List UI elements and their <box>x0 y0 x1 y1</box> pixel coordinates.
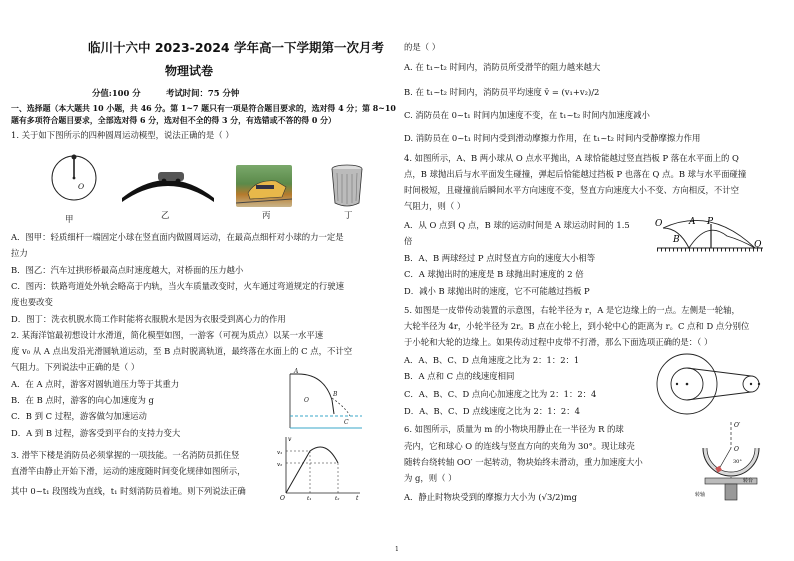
q1-caption-yi: 乙 <box>161 210 170 220</box>
q4-label-q: Q <box>754 240 762 250</box>
q2-figure <box>284 366 364 432</box>
section-heading-1: 一、选择题（本大题共 10 小题，共 46 分。第 1~7 题只有一项是符合题目要求的，选对得 4 分；第 8~10 <box>11 104 396 113</box>
q1-option-b: B．图乙：汽车过拱形桥最高点时速度越大，对桥面的压力越小 <box>11 265 244 275</box>
q5-option-b: B．A 点和 C 点的线速度相同 <box>404 371 515 381</box>
q4-label-o: O <box>655 219 663 229</box>
q5-option-c: C．A、B、C、D 点向心加速度之比为 2：1：2：4 <box>404 389 597 399</box>
q6-stem-line2: 壳内，它和球心 O 的连线与竖直方向的夹角为 30°。现让球壳 <box>404 441 635 451</box>
q3-stem-line1: 3. 滑竿下楼是消防员必须掌握的一项技能。一名消防员抓住竖 <box>11 450 240 460</box>
q2-option-c: C．B 到 C 过程，游客做匀加速运动 <box>11 411 147 421</box>
q4-label-a: A <box>689 217 696 227</box>
q1-caption-ding: 丁 <box>344 210 353 220</box>
q2-fig-label-c: C <box>344 419 349 426</box>
q6-bowl-figure <box>695 418 773 508</box>
q3-stem-line3: 其中 0~t₁ 段图线为直线，t₁ 时刻消防员着地。则下列说法正确 <box>11 486 246 496</box>
q5-option-d: D．A、B、C、D 点线速度之比为 2：1：2：4 <box>404 406 580 416</box>
q2-option-a: A．在 A 点时，游客对圆轨道压力等于其重力 <box>11 379 180 389</box>
q1-option-c-line1: C．图丙：铁路弯道处外轨会略高于内轨，当火车质量改变时，火车通过弯道规定的行驶速 <box>11 281 345 291</box>
q1-caption-jia: 甲 <box>65 214 74 224</box>
section-heading-2: 题有多项符合题目要求，全部选对得 6 分，选对但不全的得 3 分，有选错或不答的得 0 分） <box>11 116 336 125</box>
q4-option-d: D．减小 B 球抛出时的速度，它不可能越过挡板 P <box>404 286 590 296</box>
q1-figure-ding <box>330 163 364 209</box>
q5-stem-line2: 大轮半径为 4r，小轮半径为 2r。B 点在小轮上，到小轮中心的距离为 r。C 点和 D 点分别位 <box>404 321 750 331</box>
q2-fig-label-a: A <box>294 368 299 375</box>
q4-option-a-line1: A．从 O 点到 Q 点，B 球的运动时间是 A 球运动时间的 1.5 <box>404 220 630 230</box>
q3-vt-graph <box>276 433 364 501</box>
q1-figure-bing-photo <box>236 165 292 207</box>
q2-option-d: D．A 到 B 过程，游客受到平台的支持力变大 <box>11 428 181 438</box>
q6-label-turntable: 转台 <box>743 478 754 484</box>
q4-stem-line4: 气阻力，则（ ） <box>404 201 466 211</box>
q2-fig-label-b: B <box>333 391 338 398</box>
q5-stem-line3: 于小轮和大轮的边缘上。如果传动过程中皮带不打滑，那么下面选项正确的是：（ ） <box>404 337 713 347</box>
q6-stem-line4: 为 g，则（ ） <box>404 473 457 483</box>
q4-stem-line2: 点，B 球抛出后与水平面发生碰撞，弹起后恰能越过挡板 P 也落在 Q 点。B 球与水平面碰撞 <box>404 169 747 179</box>
q4-figure <box>655 212 765 262</box>
q6-option-a: A．静止时物块受到的摩擦力大小为 (√3/2)mg <box>404 492 577 502</box>
q1-figure-yi <box>118 168 218 208</box>
q4-option-c: C．A 球抛出时的速度是 B 球抛出时速度的 2 倍 <box>404 269 584 279</box>
score-info: 分值:100 分 <box>92 88 141 98</box>
q3-label-origin: O <box>280 495 285 501</box>
q6-label-axis: 转轴 <box>695 492 706 498</box>
q3-axis-v: v <box>288 436 292 443</box>
q6-label-angle: 30° <box>733 459 742 465</box>
q1-caption-bing: 丙 <box>262 210 271 220</box>
q6-label-o-prime: O′ <box>734 422 741 429</box>
q3-option-c: C. 消防员在 0~t₁ 时间内加速度不变，在 t₁~t₂ 时间内加速度减小 <box>404 110 650 120</box>
q2-option-b: B．在 B 点时，游客的向心加速度为 g <box>11 395 154 405</box>
q1-label-o: O <box>78 182 85 191</box>
q5-option-a: A．A、B、C、D 点角速度之比为 2：1：2：1 <box>404 355 580 365</box>
q4-option-b: B．A、B 两球经过 P 点时竖直方向的速度大小相等 <box>404 253 596 263</box>
q6-stem-line1: 6. 如图所示，质量为 m 的小物块用静止在一半径为 R 的球 <box>404 424 624 434</box>
q5-belt-figure <box>653 350 773 418</box>
q3-label-t1: t₁ <box>307 496 312 501</box>
right-column <box>397 0 794 561</box>
q4-stem-line1: 4. 如图所示，A、B 两小球从 O 点水平抛出，A 球恰能越过竖直挡板 P 落在水平面上的 Q <box>404 153 739 163</box>
train-icon <box>236 165 292 207</box>
exam-subject: 物理试卷 <box>165 64 214 78</box>
q4-label-b: B <box>673 235 680 245</box>
q1-option-a-line1: A．图甲：轻质细杆一端固定小球在竖直面内做圆周运动，在最高点细杆对小球的力一定是 <box>11 232 344 242</box>
q2-stem-line2: 度 v₀ 从 A 点出发沿光滑圆轨道运动，至 B 点时脱离轨道，最终落在水面上的 C 点，不计空 <box>11 346 353 356</box>
q1-stem: 1. 关于如下图所示的四种圆周运动模型，说法正确的是（ ） <box>11 130 234 140</box>
q3-label-t2: t₂ <box>335 496 340 501</box>
q3-label-v1: v₁ <box>277 450 283 456</box>
q1-option-d: D．图丁：洗衣机脱水筒工作时能将衣服脱水是因为衣服受到离心力的作用 <box>11 314 286 324</box>
q6-label-o: O <box>734 446 739 453</box>
time-info: 考试时间：75 分钟 <box>166 88 240 98</box>
q3-option-b: B. 在 t₁~t₂ 时间内，消防员平均速度 v̄ = (v₁+v₂)/2 <box>404 87 600 97</box>
q3-option-a: A. 在 t₁~t₂ 时间内，消防员所受滑竿的阻力越来越大 <box>404 62 601 72</box>
q2-stem-line1: 2. 某海洋馆最初想设计水滑道，简化模型如图，一游客（可视为质点）以某一水平速 <box>11 330 324 340</box>
q1-option-c-line2: 度也要改变 <box>11 297 53 307</box>
exam-title: 临川十六中 2023-2024 学年高一下学期第一次月考 <box>88 40 384 55</box>
q3-option-d: D. 消防员在 0~t₁ 时间内受到滑动摩擦力作用，在 t₁~t₂ 时间内受静摩擦力作用 <box>404 133 701 143</box>
q4-option-a-line2: 倍 <box>404 236 413 246</box>
q3-label-v2: v₂ <box>277 462 283 468</box>
q2-fig-label-o: O <box>304 397 309 404</box>
q5-stem-line1: 5. 如图是一皮带传动装置的示意图，右轮半径为 r，A 是它边缘上的一点。左侧是一轮轴， <box>404 305 740 315</box>
q3-stem-continuation: 的是（ ） <box>404 42 441 52</box>
q6-stem-line3: 随转台绕转轴 OO′ 一起转动，物块始终未滑动，重力加速度大小 <box>404 457 643 467</box>
q3-axis-t: t <box>356 495 359 501</box>
q4-stem-line3: 时间极短，且碰撞前后瞬间水平方向速度不变，竖直方向速度大小不变、方向相反，不计空 <box>404 185 739 195</box>
q3-stem-line2: 直滑竿由静止开始下滑，运动的速度随时间变化规律如图所示， <box>11 466 246 476</box>
q4-label-p: P <box>707 217 714 227</box>
page-number: 1 <box>395 546 399 553</box>
q1-option-a-line2: 拉力 <box>11 248 28 258</box>
q2-stem-line3: 气阻力。下列说法中正确的是（ ） <box>11 362 140 372</box>
